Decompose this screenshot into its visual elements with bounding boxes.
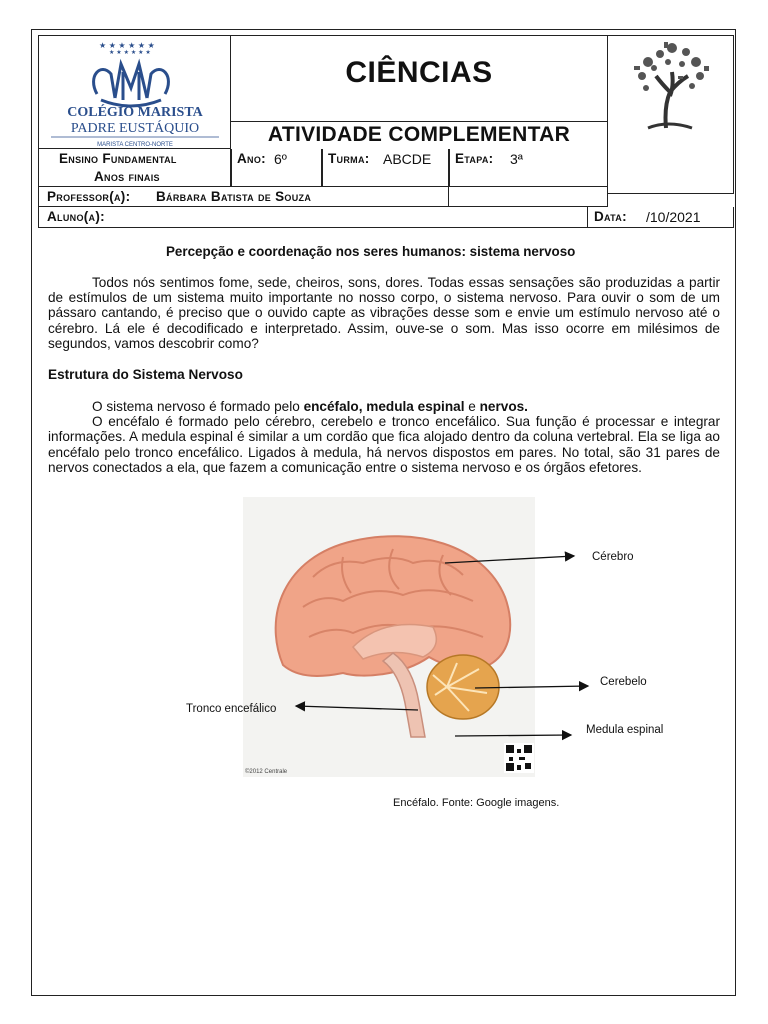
label-medula-espinal: Medula espinal bbox=[586, 724, 664, 736]
ano-label: Ano: bbox=[237, 151, 266, 166]
label-cerebelo: Cerebelo bbox=[600, 676, 647, 688]
activity-heading: Percepção e coordenação nos seres humanos: sistema nervoso bbox=[166, 244, 576, 259]
ano-value: 6º bbox=[274, 151, 287, 167]
structure-intro: O sistema nervoso é formado pelo encéfalo, medula espinal e nervos. bbox=[92, 399, 528, 414]
arrow-cerebelo bbox=[475, 686, 588, 688]
label-tronco-encefalico: Tronco encefálico bbox=[186, 703, 277, 715]
etapa-value: 3ª bbox=[510, 151, 523, 167]
arrow-tronco bbox=[296, 706, 418, 710]
turma-value: ABCDE bbox=[383, 151, 432, 167]
professor-value: Bárbara Batista de Souza bbox=[156, 189, 312, 204]
section-title: Estrutura do Sistema Nervoso bbox=[48, 367, 243, 382]
data-label: Data: bbox=[594, 209, 627, 224]
arrow-medula bbox=[455, 735, 571, 736]
professor-label: Professor(a): bbox=[47, 189, 131, 204]
etapa-label: Etapa: bbox=[455, 151, 494, 166]
activity-title: ATIVIDADE COMPLEMENTAR bbox=[267, 123, 571, 146]
ensino-label-line2: Anos finais bbox=[94, 169, 160, 184]
data-value: /10/2021 bbox=[646, 209, 701, 225]
figure-copyright: ©2012 Centrale bbox=[245, 769, 288, 775]
svg-text:★ ★ ★ ★ ★ ★: ★ ★ ★ ★ ★ ★ bbox=[109, 49, 151, 56]
turma-label: Turma: bbox=[328, 151, 370, 166]
ensino-label-line1: Ensino Fundamental bbox=[59, 151, 177, 166]
label-cerebro: Cérebro bbox=[592, 551, 634, 563]
school-name-line1: COLÉGIO MARISTA bbox=[67, 105, 203, 120]
arrow-cerebro bbox=[445, 556, 574, 563]
intro-text: Todos nós sentimos fome, sede, cheiros, sons, dores. Todas essas sensações são produzidas a partir de estímulos de um sistema muito importante no nosso corpo, o sistema nervoso. Para ouvir o som de um pássaro cantando, é preciso que o ouvido capte as vibrações desse som e envie um estímulo nervoso até o cérebro. Lá ele é decodificado e interpretado. Assim, ouve-se o som. Mas isso ocorre em milésimos de segundos, vamos descobrir como? bbox=[48, 275, 720, 351]
school-network: MARISTA CENTRO-NORTE bbox=[97, 142, 173, 148]
school-name-line2: PADRE EUSTÁQUIO bbox=[70, 121, 200, 136]
structure-detail: O encéfalo é formado pelo cérebro, cerebelo e tronco encefálico. Sua função é processar e integrar informações. A medula espinal é similar a um cordão que fica alojado dentro da coluna vertebral. Ela se liga ao encéfalo pelo tronco encefálico. Ligados à medula, há nervos dispostos em pares. No total, são 31 pares de nervos conectados a ela, que fazem a comunicação entre o sistema nervoso e os órgãos efetores. bbox=[48, 414, 720, 475]
aluno-label: Aluno(a): bbox=[47, 209, 105, 224]
subject-title: CIÊNCIAS bbox=[345, 56, 493, 89]
svg-text:★ ★ ★ ★ ★ ★: ★ ★ ★ ★ ★ ★ bbox=[99, 41, 155, 50]
figure-caption: Encéfalo. Fonte: Google imagens. bbox=[393, 797, 560, 809]
